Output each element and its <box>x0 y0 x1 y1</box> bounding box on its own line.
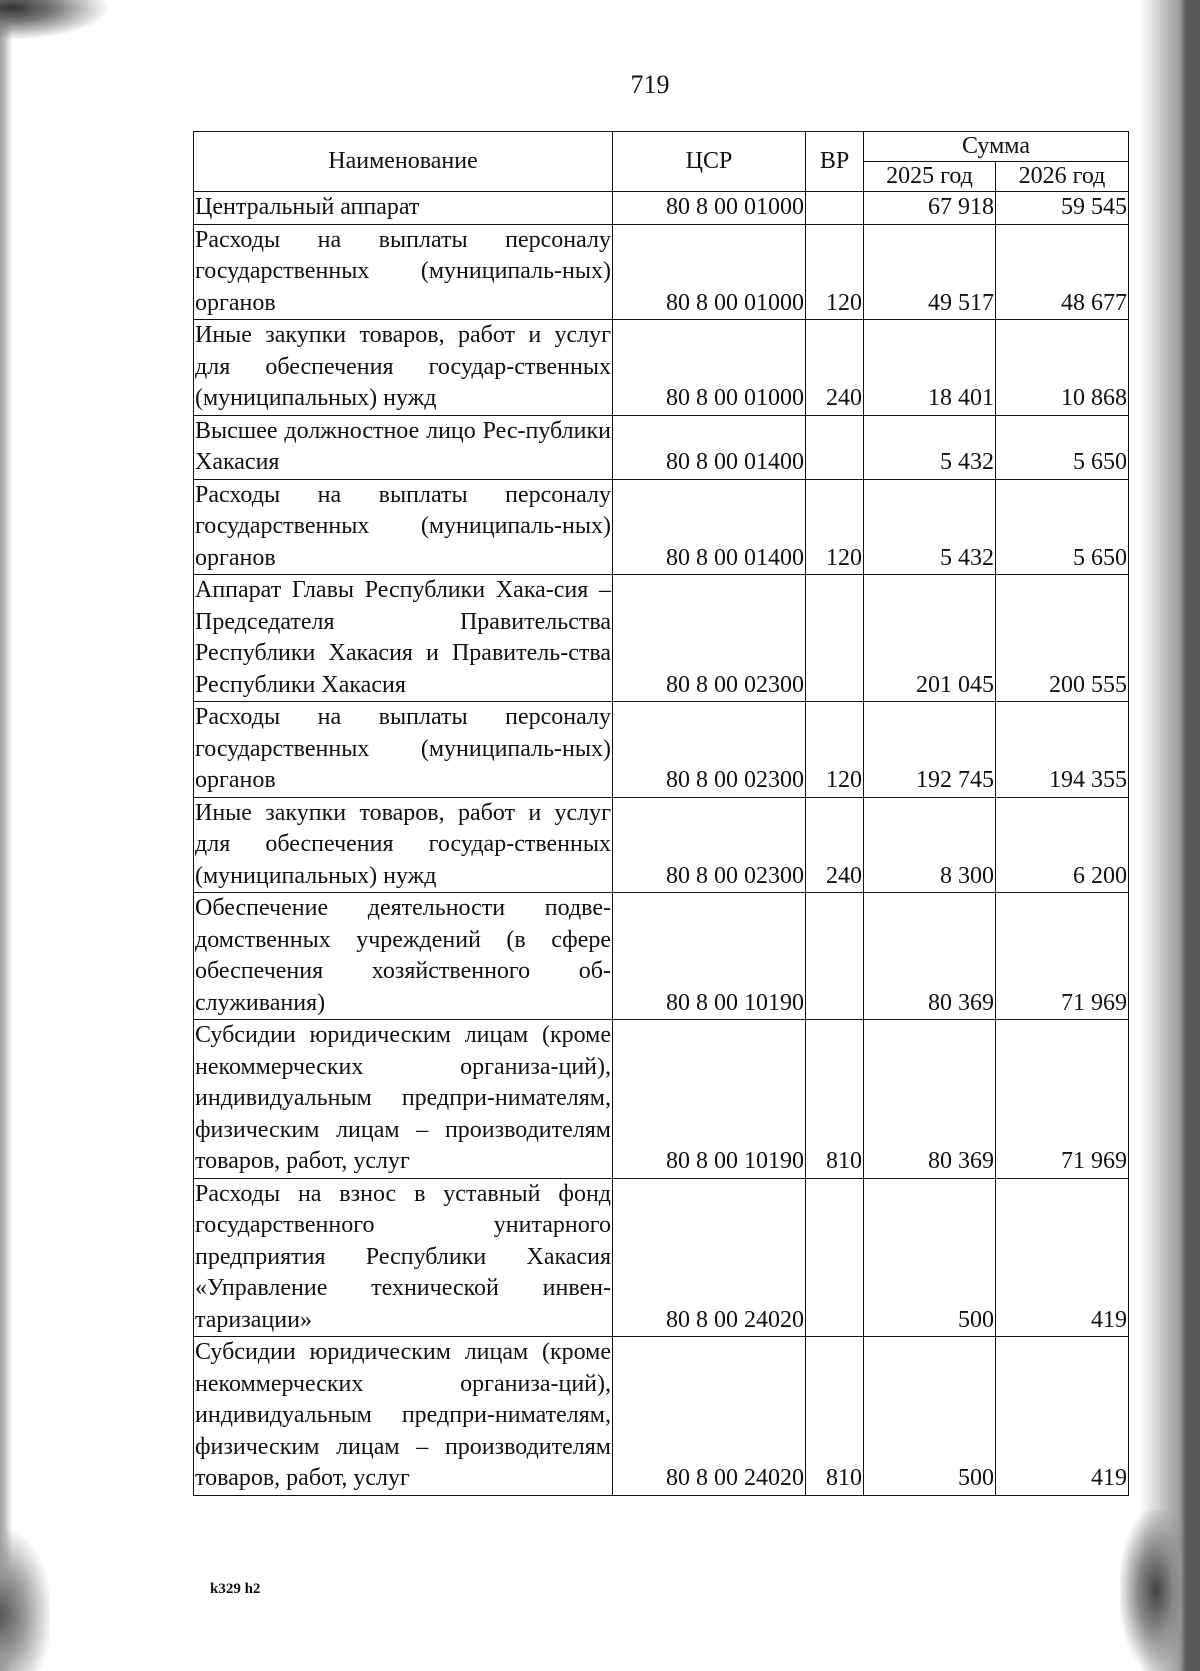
row-csr: 80 8 00 01400 <box>613 479 806 575</box>
table-header <box>194 132 1129 192</box>
budget-table <box>193 131 1129 1496</box>
table-row <box>194 893 1129 1020</box>
row-amount-2025: 5 432 <box>864 415 996 479</box>
row-name: Субсидии юридическим лицам (кроме некоммерческих организа-ций), индивидуальным предпри-нимателям, физическим лицам – производителям товаров, работ, услуг <box>194 1020 613 1179</box>
row-amount-2025: 500 <box>864 1337 996 1496</box>
row-vr: 120 <box>806 224 864 320</box>
row-csr: 80 8 00 10190 <box>613 1020 806 1179</box>
row-name: Иные закупки товаров, работ и услуг для обеспечения государ-ственных (муниципальных) нужд <box>194 797 613 893</box>
table-row <box>194 192 1129 225</box>
row-csr: 80 8 00 01000 <box>613 192 806 225</box>
row-csr: 80 8 00 02300 <box>613 702 806 798</box>
row-vr <box>806 415 864 479</box>
scan-artifact-bottom-right <box>1120 1510 1180 1671</box>
row-amount-2025: 49 517 <box>864 224 996 320</box>
header-name: Наименование <box>194 132 613 192</box>
row-csr: 80 8 00 10190 <box>613 893 806 1020</box>
row-name: Расходы на выплаты персоналу государственных (муниципаль-ных) органов <box>194 224 613 320</box>
header-vr: ВР <box>806 132 864 192</box>
table-row <box>194 575 1129 702</box>
row-vr: 120 <box>806 702 864 798</box>
row-name: Центральный аппарат <box>194 192 613 225</box>
page-number: 719 <box>630 70 670 99</box>
row-amount-2026: 48 677 <box>996 224 1129 320</box>
row-amount-2025: 201 045 <box>864 575 996 702</box>
row-csr: 80 8 00 01000 <box>613 320 806 416</box>
row-vr <box>806 1178 864 1337</box>
row-csr: 80 8 00 02300 <box>613 797 806 893</box>
row-amount-2026: 419 <box>996 1337 1129 1496</box>
row-vr: 240 <box>806 320 864 416</box>
row-amount-2026: 10 868 <box>996 320 1129 416</box>
table-row <box>194 479 1129 575</box>
row-amount-2026: 194 355 <box>996 702 1129 798</box>
row-amount-2025: 80 369 <box>864 893 996 1020</box>
row-vr: 240 <box>806 797 864 893</box>
table-row <box>194 415 1129 479</box>
row-amount-2026: 71 969 <box>996 893 1129 1020</box>
header-csr: ЦСР <box>613 132 806 192</box>
row-amount-2026: 5 650 <box>996 415 1129 479</box>
row-amount-2025: 67 918 <box>864 192 996 225</box>
header-sum: Сумма <box>864 132 1129 162</box>
row-amount-2025: 500 <box>864 1178 996 1337</box>
row-name: Высшее должностное лицо Рес-публики Хакасия <box>194 415 613 479</box>
row-name: Расходы на взнос в уставный фонд государственного унитарного предприятия Республики Хакасия «Управление технической инвен-таризации» <box>194 1178 613 1337</box>
row-name: Субсидии юридическим лицам (кроме некоммерческих организа-ций), индивидуальным предпри-нимателям, физическим лицам – производителям товаров, работ, услуг <box>194 1337 613 1496</box>
scan-edge-left <box>0 0 12 1671</box>
row-vr <box>806 192 864 225</box>
row-amount-2026: 200 555 <box>996 575 1129 702</box>
row-amount-2026: 6 200 <box>996 797 1129 893</box>
row-csr: 80 8 00 24020 <box>613 1178 806 1337</box>
table-row <box>194 320 1129 416</box>
row-vr <box>806 575 864 702</box>
row-csr: 80 8 00 24020 <box>613 1337 806 1496</box>
header-year-2025: 2025 год <box>864 162 996 192</box>
row-amount-2025: 18 401 <box>864 320 996 416</box>
row-csr: 80 8 00 01000 <box>613 224 806 320</box>
table-row <box>194 702 1129 798</box>
row-name: Обеспечение деятельности подве-домственных учреждений (в сфере обеспечения хозяйственного об-служивания) <box>194 893 613 1020</box>
footer-document-code: k329 h2 <box>210 1581 261 1597</box>
row-name: Расходы на выплаты персоналу государственных (муниципаль-ных) органов <box>194 702 613 798</box>
row-amount-2025: 5 432 <box>864 479 996 575</box>
row-vr <box>806 893 864 1020</box>
table-row <box>194 1178 1129 1337</box>
scan-artifact-top-left <box>0 0 110 40</box>
scan-artifact-bottom-left <box>0 1530 50 1671</box>
table-row <box>194 797 1129 893</box>
row-vr: 810 <box>806 1337 864 1496</box>
scan-edge-right <box>1140 0 1200 1671</box>
table-row <box>194 1337 1129 1496</box>
table-row <box>194 224 1129 320</box>
row-amount-2026: 419 <box>996 1178 1129 1337</box>
row-amount-2025: 192 745 <box>864 702 996 798</box>
row-csr: 80 8 00 01400 <box>613 415 806 479</box>
row-vr: 810 <box>806 1020 864 1179</box>
row-name: Аппарат Главы Республики Хака-сия – Председателя Правительства Республики Хакасия и Правитель-ства Республики Хакасия <box>194 575 613 702</box>
row-amount-2026: 5 650 <box>996 479 1129 575</box>
row-amount-2025: 8 300 <box>864 797 996 893</box>
table-body <box>194 192 1129 1496</box>
row-csr: 80 8 00 02300 <box>613 575 806 702</box>
header-year-2026: 2026 год <box>996 162 1129 192</box>
row-amount-2026: 59 545 <box>996 192 1129 225</box>
row-name: Иные закупки товаров, работ и услуг для обеспечения государ-ственных (муниципальных) нужд <box>194 320 613 416</box>
row-vr: 120 <box>806 479 864 575</box>
row-amount-2025: 80 369 <box>864 1020 996 1179</box>
row-name: Расходы на выплаты персоналу государственных (муниципаль-ных) органов <box>194 479 613 575</box>
table-row <box>194 1020 1129 1179</box>
row-amount-2026: 71 969 <box>996 1020 1129 1179</box>
